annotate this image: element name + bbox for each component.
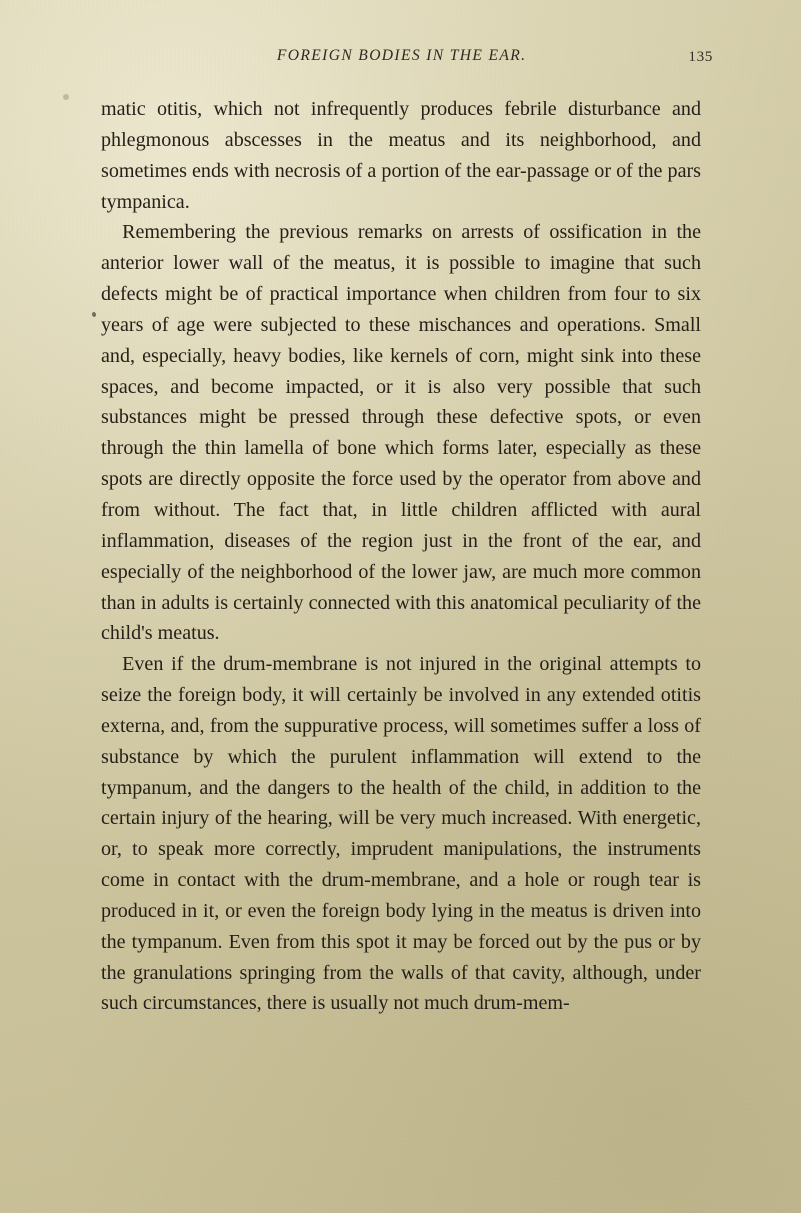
paragraph: Remembering the previous remarks on arrests of ossification in the anterior lower wall of the meatus, it is possible to imagine that such defects might be of practical importance when children from four to six years of age were subjected to these mischances and operations. Small and, especially, heavy bodies, like kernels of corn, might sink into these spaces, and become impacted, or it is also very possible that such substances might be pressed through these defective spots, or even through the thin lamella of bone which forms later, especially as these spots are directly opposite the force used by the operator from above and from without. The fact that, in little children afflicted with aural inflammation, diseases of the region just in the front of the ear, and especially of the neighborhood of the lower jaw, are much more common than in adults is certainly connected with this anatomical peculiarity of the child's meatus. (101, 221, 701, 645)
body-text-column (101, 94, 701, 1019)
paragraph: Even if the drum-membrane is not injured in the original attempts to seize the foreign body, it will certainly be involved in any extended otitis externa, and, from the suppurative process, will sometimes suffer a loss of substance by which the purulent inflammation will extend to the tympanum, and the dangers to the health of the child, in addition to the certain injury of the hearing, will be very much increased. With energetic, or, to speak more correctly, imprudent manipulations, the instruments come in contact with the drum-membrane, and a hole or rough tear is produced in it, or even the foreign body lying in the meatus is driven into the tympanum. Even from this spot it may be forced out by the pus or by the granulations springing from the walls of that cavity, although, under such circumstances, there is usually not much drum-mem- (101, 653, 701, 1015)
running-head-title: FOREIGN BODIES IN THE EAR. (276, 47, 527, 64)
running-head (101, 47, 713, 81)
scan-speck-artifact (63, 94, 69, 100)
page-content (101, 0, 713, 1019)
paragraph: matic otitis, which not infrequently produces febrile disturbance and phlegmonous abscesses in the meatus and its neighborhood, and sometimes ends with necrosis of a portion of the ear-passage or of the pars tympanica. (101, 98, 701, 213)
scan-speck-artifact (92, 312, 97, 318)
page-number: 135 (688, 48, 713, 65)
